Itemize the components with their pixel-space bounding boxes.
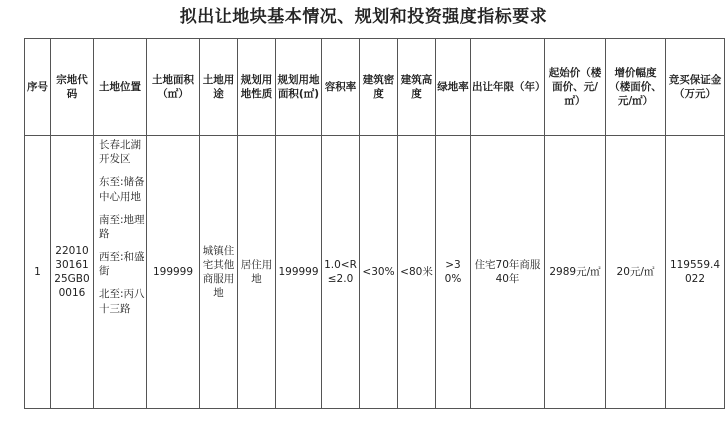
header-increment: 增价幅度（楼面价、元/㎡） [606,39,666,136]
cell-planning-area: 199999 [276,136,322,409]
header-area: 土地面积（㎡） [147,39,200,136]
header-term: 出让年限（年） [471,39,545,136]
location-district: 长春北湖开发区 [99,139,141,166]
cell-location [94,136,147,409]
location-west: 西至:和盛街 [99,251,145,278]
cell-height: <80米 [398,136,436,409]
cell-green-rate: >30% [436,136,471,409]
cell-seq: 1 [25,136,51,409]
header-parcel-code: 宗地代码 [51,39,94,136]
land-parcel-table [24,38,725,409]
header-planning-area: 规划用地面积(㎡) [276,39,322,136]
cell-planning-nature: 居住用地 [238,136,276,409]
header-seq: 序号 [25,39,51,136]
location-south: 南至:地理路 [99,213,145,240]
header-start-price: 起始价（楼面价、元/㎡） [545,39,606,136]
header-deposit: 竞买保证金（万元） [666,39,725,136]
location-east: 东至:储备中心用地 [99,176,145,203]
cell-density: <30% [360,136,398,409]
header-planning-nature: 规划用地性质 [238,39,276,136]
header-land-use: 土地用途 [200,39,238,136]
header-location: 土地位置 [94,39,147,136]
table-row [25,136,725,409]
cell-far: 1.0<R≤2.0 [322,136,360,409]
header-far: 容积率 [322,39,360,136]
cell-parcel-code: 220103016125GB00016 [51,136,94,409]
cell-term: 住宅70年商服40年 [471,136,545,409]
header-green-rate: 绿地率 [436,39,471,136]
cell-start-price: 2989元/㎡ [545,136,606,409]
header-height: 建筑高度 [398,39,436,136]
cell-deposit: 119559.4022 [666,136,725,409]
cell-land-use: 城镇住宅其他商服用地 [200,136,238,409]
location-north: 北至:丙八十三路 [99,288,145,315]
header-density: 建筑密度 [360,39,398,136]
page-title: 拟出让地块基本情况、规划和投资强度指标要求 [179,7,548,27]
cell-area: 199999 [147,136,200,409]
cell-increment: 20元/㎡ [606,136,666,409]
header-row [25,39,725,136]
